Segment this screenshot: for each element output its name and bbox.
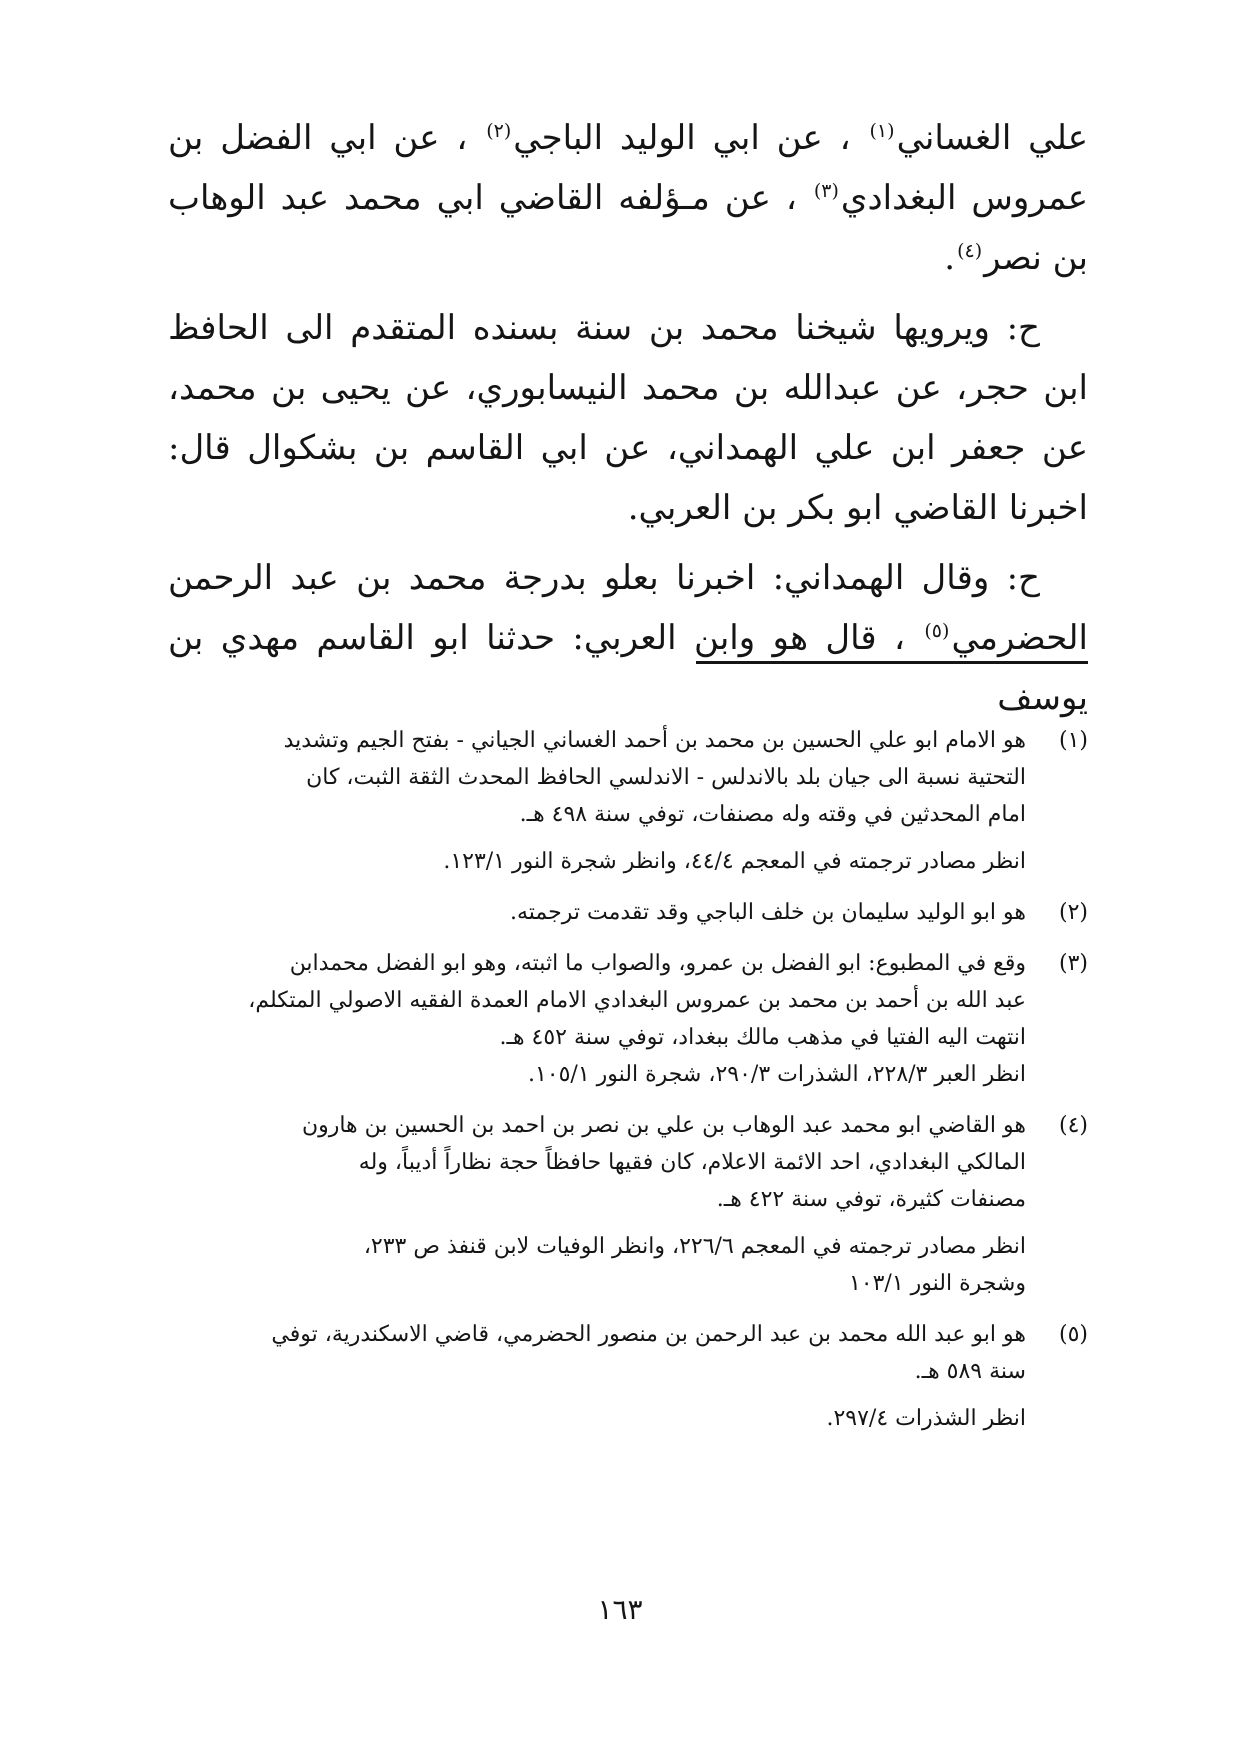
footnote-line: سنة ٥٨٩ هـ.	[914, 1359, 1026, 1384]
footnote-line: هو القاضي ابو محمد عبد الوهاب بن علي بن نصر بن احمد بن الحسين بن هارون	[301, 1113, 1026, 1138]
footnote-4	[168, 1107, 1088, 1302]
paragraph-3-text: ، قال هو وابن العربي: حدثنا ابو القاسم مهدي بن يوسف	[168, 618, 1088, 718]
footnote-line: انظر الشذرات ٢٩٧/٤.	[826, 1406, 1026, 1431]
footnote-2	[168, 894, 1088, 931]
footnote-ref-4[interactable]: (٤)	[957, 239, 983, 262]
footnote-body	[168, 722, 1026, 880]
footnote-line: عبد الله بن أحمد بن محمد بن عمروس البغدادي الامام العمدة الفقيه الاصولي المتكلم،	[248, 988, 1026, 1013]
main-text	[168, 108, 1088, 738]
footnote-body	[168, 945, 1026, 1093]
footnote-line: هو ابو الوليد سليمان بن خلف الباجي وقد تقدمت ترجمته.	[509, 900, 1026, 925]
page-number: ١٦٣	[597, 1593, 643, 1626]
footnote-body	[168, 1316, 1026, 1437]
footnote-line: وشجرة النور ١٠٣/١	[848, 1271, 1026, 1296]
paragraph-3-text: ح: وقال الهمداني: اخبرنا بعلو بدرجة محمد بن عبد الرحمن الحضرمي	[168, 558, 1088, 658]
footnote-line: انظر مصادر ترجمته في المعجم ٢٢٦/٦، وانظر الوفيات لابن قنفذ ص ٢٣٣،	[363, 1234, 1026, 1259]
footnote-line: انتهت اليه الفتيا في مذهب مالك ببغداد، توفي سنة ٤٥٢ هـ.	[499, 1025, 1026, 1050]
footnote-ref-1[interactable]: (١)	[869, 119, 895, 142]
footnote-line: مصنفات كثيرة، توفي سنة ٤٢٢ هـ.	[716, 1187, 1026, 1212]
footnote-body	[168, 1107, 1026, 1302]
footnote-line: هو ابو عبد الله محمد بن عبد الرحمن بن منصور الحضرمي، قاضي الاسكندرية، توفي	[271, 1322, 1026, 1347]
paragraph-1-text: ، عن ابي الوليد الباجي	[513, 118, 851, 158]
footnote-line: امام المحدثين في وقته وله مصنفات، توفي سنة ٤٩٨ هـ.	[519, 802, 1026, 827]
paragraph-3	[168, 548, 1088, 728]
footnote-separator	[696, 661, 1088, 664]
footnote-number: (٣)	[1058, 951, 1088, 976]
footnote-line: المالكي البغدادي، احد الائمة الاعلام، كان فقيها حافظاً حجة نظاراً أديباً، وله	[358, 1150, 1026, 1175]
footnote-3	[168, 945, 1088, 1093]
footnote-1	[168, 722, 1088, 880]
paragraph-1-text: .	[944, 238, 956, 278]
footnote-number: (٥)	[1058, 1322, 1088, 1347]
paragraph-1-text: ، عن ابي الفضل بن عمروس البغدادي	[168, 118, 1088, 218]
paragraph-1-text: علي الغساني	[896, 118, 1088, 158]
footnote-number: (٢)	[1058, 900, 1088, 925]
paragraph-2: ح: ويرويها شيخنا محمد بن سنة بسنده المتقدم الى الحافظ ابن حجر، عن عبدالله بن محمد النيسابوري، عن يحيى بن محمد، عن جعفر ابن علي الهمداني، عن ابي القاسم بن بشكوال قال: اخبرنا القاضي ابو بكر بن العربي.	[168, 308, 1088, 528]
footnote-ref-2[interactable]: (٢)	[486, 119, 512, 142]
footnote-number: (١)	[1058, 728, 1088, 753]
footnotes	[168, 722, 1088, 1451]
paragraph-1	[168, 108, 1088, 288]
footnote-sources	[168, 843, 1026, 880]
footnote-line: التحتية نسبة الى جيان بلد بالاندلس - الاندلسي الحافظ المحدث الثقة الثبت، كان	[306, 765, 1026, 790]
footnote-sources	[168, 1400, 1026, 1437]
footnote-ref-5[interactable]: (٥)	[924, 619, 950, 642]
footnote-number: (٤)	[1058, 1113, 1088, 1138]
footnote-line: هو الامام ابو علي الحسين بن محمد بن أحمد الغساني الجياني - بفتح الجيم وتشديد	[283, 728, 1026, 753]
footnote-sources	[168, 1228, 1026, 1302]
footnote-line: انظر العبر ٢٢٨/٣، الشذرات ٢٩٠/٣، شجرة النور ١٠٥/١.	[527, 1062, 1026, 1087]
footnote-line: وقع في المطبوع: ابو الفضل بن عمرو، والصواب ما اثبته، وهو ابو الفضل محمدابن	[289, 951, 1026, 976]
paragraph-1-text: ، عن مـؤلفه القاضي ابي محمد عبد الوهاب بن نصر	[168, 178, 1088, 278]
footnote-body	[168, 894, 1026, 931]
footnote-line: انظر مصادر ترجمته في المعجم ٤٤/٤، وانظر شجرة النور ١٢٣/١.	[443, 849, 1026, 874]
footnote-ref-3[interactable]: (٣)	[813, 179, 839, 202]
footnote-5	[168, 1316, 1088, 1437]
